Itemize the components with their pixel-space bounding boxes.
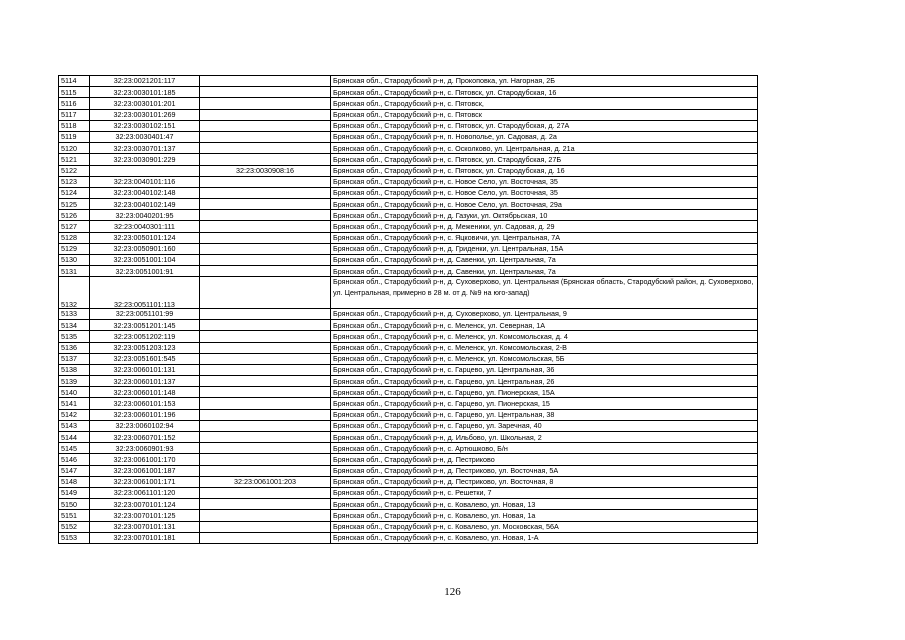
previous-number-cell [200, 353, 331, 364]
table-row [59, 521, 758, 532]
address-cell: Брянская обл., Стародубский р-н, с. Меленск, ул. Комсомольская, 5Б [331, 353, 758, 364]
previous-number-cell [200, 76, 331, 87]
cadastral-number-cell: 32:23:0050101:124 [90, 232, 200, 243]
address-cell: Брянская обл., Стародубский р-н, с. Осколково, ул. Центральная, д. 21а [331, 143, 758, 154]
address-cell: Брянская обл., Стародубский р-н, д. Газуки, ул. Октябрьская, 10 [331, 210, 758, 221]
row-number-cell: 5135 [59, 331, 90, 342]
table-row [59, 87, 758, 98]
row-number-cell: 5121 [59, 154, 90, 165]
cadastral-number-cell: 32:23:0030101:201 [90, 98, 200, 109]
row-number-cell: 5132 [59, 277, 90, 309]
cadastral-number-cell: 32:23:0040102:149 [90, 199, 200, 210]
cadastral-number-cell: 32:23:0030101:269 [90, 109, 200, 120]
previous-number-cell [200, 154, 331, 165]
row-number-cell: 5147 [59, 465, 90, 476]
address-cell: Брянская обл., Стародубский р-н, с. Пятовск, [331, 98, 758, 109]
previous-number-cell [200, 131, 331, 142]
row-number-cell: 5119 [59, 131, 90, 142]
page-number: 126 [444, 586, 461, 598]
address-cell: Брянская обл., Стародубский р-н, п. Новополье, ул. Садовая, д. 2а [331, 131, 758, 142]
address-cell: Брянская обл., Стародубский р-н, с. Яцковичи, ул. Центральная, 7А [331, 232, 758, 243]
previous-number-cell [200, 87, 331, 98]
previous-number-cell [200, 277, 331, 309]
row-number-cell: 5148 [59, 476, 90, 487]
cadastral-number-cell: 32:23:0051201:145 [90, 320, 200, 331]
row-number-cell: 5124 [59, 187, 90, 198]
cadastral-number-cell: 32:23:0051601:545 [90, 353, 200, 364]
row-number-cell: 5118 [59, 120, 90, 131]
address-cell: Брянская обл., Стародубский р-н, с. Пятовск, ул. Стародубская, 16 [331, 87, 758, 98]
address-cell: Брянская обл., Стародубский р-н, с. Гарцево, ул. Центральная, 36 [331, 364, 758, 375]
previous-number-cell [200, 443, 331, 454]
table-row [59, 131, 758, 142]
previous-number-cell [200, 465, 331, 476]
previous-number-cell [200, 420, 331, 431]
row-number-cell: 5139 [59, 376, 90, 387]
table-row [59, 165, 758, 176]
cadastral-number-cell: 32:23:0061001:171 [90, 476, 200, 487]
address-cell: Брянская обл., Стародубский р-н, с. Новое Село, ул. Восточная, 35 [331, 187, 758, 198]
row-number-cell: 5116 [59, 98, 90, 109]
table-row [59, 487, 758, 498]
table-row [59, 465, 758, 476]
previous-number-cell [200, 232, 331, 243]
cadastral-number-cell: 32:23:0040102:148 [90, 187, 200, 198]
table-row [59, 308, 758, 319]
row-number-cell: 5133 [59, 308, 90, 319]
table-row [59, 210, 758, 221]
address-cell: Брянская обл., Стародубский р-н, д. Гриденки, ул. Центральная, 15А [331, 243, 758, 254]
row-number-cell: 5138 [59, 364, 90, 375]
previous-number-cell [200, 98, 331, 109]
table-row [59, 120, 758, 131]
cadastral-number-cell: 32:23:0030901:229 [90, 154, 200, 165]
row-number-cell: 5145 [59, 443, 90, 454]
cadastral-number-cell: 32:23:0060101:196 [90, 409, 200, 420]
row-number-cell: 5130 [59, 255, 90, 266]
cadastral-number-cell: 32:23:0070101:131 [90, 521, 200, 532]
table-row [59, 499, 758, 510]
table-row [59, 331, 758, 342]
address-cell: Брянская обл., Стародубский р-н, с. Ковалево, ул. Новая, 1-А [331, 532, 758, 543]
previous-number-cell [200, 521, 331, 532]
table-row [59, 376, 758, 387]
row-number-cell: 5140 [59, 387, 90, 398]
cadastral-number-cell: 32:23:0051202:119 [90, 331, 200, 342]
cadastral-number-cell: 32:23:0061001:170 [90, 454, 200, 465]
cadastral-number-cell: 32:23:0040101:116 [90, 176, 200, 187]
previous-number-cell [200, 499, 331, 510]
cadastral-number-cell: 32:23:0060102:94 [90, 420, 200, 431]
row-number-cell: 5137 [59, 353, 90, 364]
address-cell: Брянская обл., Стародубский р-н, с. Пятовск, ул. Стародубская, д. 27А [331, 120, 758, 131]
address-cell: Брянская обл., Стародубский р-н, с. Пятовск, ул. Стародубская, 27Б [331, 154, 758, 165]
address-cell: Брянская обл., Стародубский р-н, с. Гарцево, ул. Заречная, 40 [331, 420, 758, 431]
cadastral-number-cell: 32:23:0050901:160 [90, 243, 200, 254]
row-number-cell: 5131 [59, 266, 90, 277]
row-number-cell: 5122 [59, 165, 90, 176]
row-number-cell: 5136 [59, 342, 90, 353]
table-row [59, 342, 758, 353]
table-row [59, 277, 758, 309]
table-row [59, 109, 758, 120]
table-row [59, 476, 758, 487]
row-number-cell: 5142 [59, 409, 90, 420]
row-number-cell: 5123 [59, 176, 90, 187]
previous-number-cell: 32:23:0030908:16 [200, 165, 331, 176]
previous-number-cell [200, 387, 331, 398]
previous-number-cell [200, 364, 331, 375]
address-cell: Брянская обл., Стародубский р-н, с. Пятовск [331, 109, 758, 120]
row-number-cell: 5120 [59, 143, 90, 154]
address-cell: Брянская обл., Стародубский р-н, с. Гарцево, ул. Пионерская, 15 [331, 398, 758, 409]
cadastral-number-cell: 32:23:0060101:137 [90, 376, 200, 387]
row-number-cell: 5149 [59, 487, 90, 498]
previous-number-cell [200, 376, 331, 387]
table-row [59, 243, 758, 254]
table-row [59, 454, 758, 465]
previous-number-cell [200, 266, 331, 277]
table-row [59, 364, 758, 375]
table-row [59, 154, 758, 165]
cadastral-number-cell: 32:23:0070101:181 [90, 532, 200, 543]
address-cell: Брянская обл., Стародубский р-н, с. Гарцево, ул. Центральная, 38 [331, 409, 758, 420]
previous-number-cell: 32:23:0061001:203 [200, 476, 331, 487]
address-cell: Брянская обл., Стародубский р-н, с. Решетки, 7 [331, 487, 758, 498]
previous-number-cell [200, 210, 331, 221]
previous-number-cell [200, 398, 331, 409]
previous-number-cell [200, 199, 331, 210]
cadastral-number-cell: 32:23:0060101:131 [90, 364, 200, 375]
address-cell: Брянская обл., Стародубский р-н, с. Артюшково, Б/н [331, 443, 758, 454]
previous-number-cell [200, 176, 331, 187]
previous-number-cell [200, 432, 331, 443]
address-cell: Брянская обл., Стародубский р-н, с. Ковалево, ул. Новая, 1а [331, 510, 758, 521]
row-number-cell: 5128 [59, 232, 90, 243]
address-cell: Брянская обл., Стародубский р-н, д. Савенки, ул. Центральная, 7а [331, 255, 758, 266]
row-number-cell: 5117 [59, 109, 90, 120]
row-number-cell: 5129 [59, 243, 90, 254]
address-cell: Брянская обл., Стародубский р-н, д. Меженики, ул. Садовая, д. 29 [331, 221, 758, 232]
row-number-cell: 5141 [59, 398, 90, 409]
previous-number-cell [200, 532, 331, 543]
registry-table [58, 75, 758, 544]
table-row [59, 443, 758, 454]
cadastral-number-cell: 32:23:0061101:120 [90, 487, 200, 498]
table-row [59, 432, 758, 443]
previous-number-cell [200, 255, 331, 266]
cadastral-number-cell: 32:23:0040201:95 [90, 210, 200, 221]
table-row [59, 232, 758, 243]
table-row [59, 187, 758, 198]
row-number-cell: 5153 [59, 532, 90, 543]
cadastral-number-cell: 32:23:0030401:47 [90, 131, 200, 142]
table-row [59, 255, 758, 266]
previous-number-cell [200, 243, 331, 254]
previous-number-cell [200, 454, 331, 465]
cadastral-number-cell: 32:23:0060901:93 [90, 443, 200, 454]
table-row [59, 199, 758, 210]
row-number-cell: 5143 [59, 420, 90, 431]
table-row [59, 176, 758, 187]
cadastral-number-cell: 32:23:0051001:91 [90, 266, 200, 277]
cadastral-number-cell: 32:23:0040301:111 [90, 221, 200, 232]
row-number-cell: 5126 [59, 210, 90, 221]
cadastral-number-cell: 32:23:0051001:104 [90, 255, 200, 266]
row-number-cell: 5127 [59, 221, 90, 232]
cadastral-number-cell: 32:23:0051101:113 [90, 277, 200, 309]
address-cell: Брянская обл., Стародубский р-н, д. Пестриково [331, 454, 758, 465]
table-row [59, 387, 758, 398]
row-number-cell: 5114 [59, 76, 90, 87]
previous-number-cell [200, 487, 331, 498]
cadastral-number-cell: 32:23:0051101:99 [90, 308, 200, 319]
address-cell: Брянская обл., Стародубский р-н, с. Гарцево, ул. Центральная, 26 [331, 376, 758, 387]
table-row [59, 398, 758, 409]
previous-number-cell [200, 221, 331, 232]
table-row [59, 420, 758, 431]
cadastral-number-cell: 32:23:0070101:125 [90, 510, 200, 521]
previous-number-cell [200, 187, 331, 198]
address-cell: Брянская обл., Стародубский р-н, д. Прокоповка, ул. Нагорная, 2Б [331, 76, 758, 87]
table-row [59, 320, 758, 331]
table-row [59, 409, 758, 420]
previous-number-cell [200, 120, 331, 131]
cadastral-number-cell: 32:23:0021201:117 [90, 76, 200, 87]
row-number-cell: 5152 [59, 521, 90, 532]
cadastral-number-cell: 32:23:0051203:123 [90, 342, 200, 353]
previous-number-cell [200, 342, 331, 353]
row-number-cell: 5146 [59, 454, 90, 465]
cadastral-number-cell: 32:23:0060101:153 [90, 398, 200, 409]
previous-number-cell [200, 308, 331, 319]
row-number-cell: 5115 [59, 87, 90, 98]
cadastral-number-cell [90, 165, 200, 176]
table-row [59, 76, 758, 87]
table-row [59, 98, 758, 109]
address-cell: Брянская обл., Стародубский р-н, с. Меленск, ул. Северная, 1А [331, 320, 758, 331]
address-cell: Брянская обл., Стародубский р-н, д. Савенки, ул. Центральная, 7а [331, 266, 758, 277]
row-number-cell: 5150 [59, 499, 90, 510]
cadastral-number-cell: 32:23:0060701:152 [90, 432, 200, 443]
previous-number-cell [200, 331, 331, 342]
row-number-cell: 5144 [59, 432, 90, 443]
table-row [59, 510, 758, 521]
address-cell: Брянская обл., Стародубский р-н, с. Новое Село, ул. Восточная, 29а [331, 199, 758, 210]
address-cell: Брянская обл., Стародубский р-н, д. Суховерхово, ул. Центральная (Брянская область, Стародубский район, д. Суховерхово, ул. Центральная, примерно в 28 м. от д. №9 на юго-запад) [331, 277, 758, 309]
address-cell: Брянская обл., Стародубский р-н, с. Ковалево, ул. Московская, 56А [331, 521, 758, 532]
table-row [59, 532, 758, 543]
cadastral-number-cell: 32:23:0060101:148 [90, 387, 200, 398]
table-row [59, 266, 758, 277]
cadastral-number-cell: 32:23:0030102:151 [90, 120, 200, 131]
previous-number-cell [200, 109, 331, 120]
row-number-cell: 5151 [59, 510, 90, 521]
address-cell: Брянская обл., Стародубский р-н, с. Пятовск, ул. Стародубская, д. 16 [331, 165, 758, 176]
previous-number-cell [200, 143, 331, 154]
table-row [59, 143, 758, 154]
previous-number-cell [200, 409, 331, 420]
row-number-cell: 5134 [59, 320, 90, 331]
address-cell: Брянская обл., Стародубский р-н, д. Пестриково, ул. Восточная, 5А [331, 465, 758, 476]
cadastral-number-cell: 32:23:0070101:124 [90, 499, 200, 510]
address-cell: Брянская обл., Стародубский р-н, с. Гарцево, ул. Пионерская, 15А [331, 387, 758, 398]
address-cell: Брянская обл., Стародубский р-н, с. Ковалево, ул. Новая, 13 [331, 499, 758, 510]
address-cell: Брянская обл., Стародубский р-н, с. Меленск, ул. Комсомольская, д. 4 [331, 331, 758, 342]
table-row [59, 221, 758, 232]
address-cell: Брянская обл., Стародубский р-н, д. Суховерхово, ул. Центральная, 9 [331, 308, 758, 319]
cadastral-number-cell: 32:23:0030701:137 [90, 143, 200, 154]
address-cell: Брянская обл., Стародубский р-н, д. Ильбово, ул. Школьная, 2 [331, 432, 758, 443]
address-cell: Брянская обл., Стародубский р-н, с. Новое Село, ул. Восточная, 35 [331, 176, 758, 187]
address-cell: Брянская обл., Стародубский р-н, д. Пестриково, ул. Восточная, 8 [331, 476, 758, 487]
previous-number-cell [200, 510, 331, 521]
table-row [59, 353, 758, 364]
previous-number-cell [200, 320, 331, 331]
cadastral-number-cell: 32:23:0030101:185 [90, 87, 200, 98]
row-number-cell: 5125 [59, 199, 90, 210]
address-cell: Брянская обл., Стародубский р-н, с. Меленск, ул. Комсомольская, 2-В [331, 342, 758, 353]
cadastral-number-cell: 32:23:0061001:187 [90, 465, 200, 476]
registry-table-body [59, 76, 758, 544]
